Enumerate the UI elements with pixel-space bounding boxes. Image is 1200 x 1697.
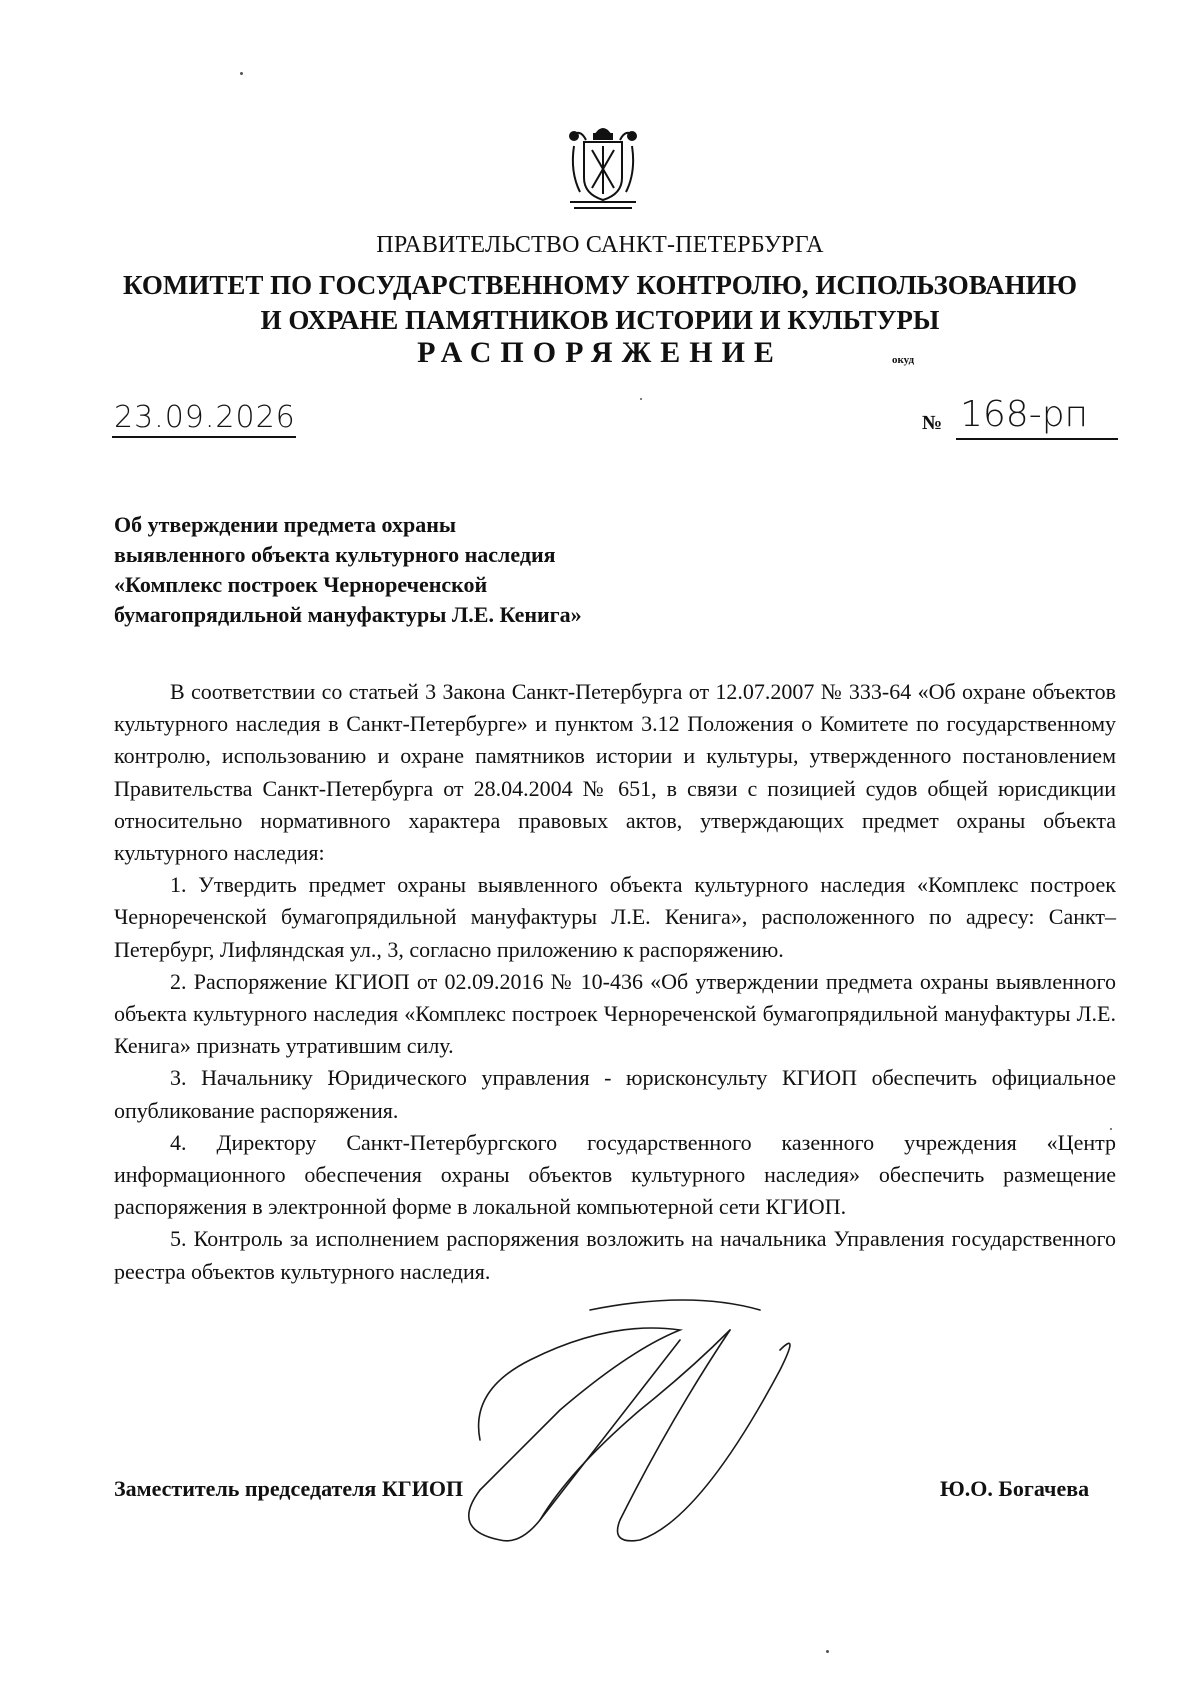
preamble-paragraph: В соответствии со статьей 3 Закона Санкт-Петербурга от 12.07.2007 № 333-64 «Об охране объектов культурного наследия в Санкт-Петербурге» и пунктом 3.12 Положения о Комитете по государственному контролю, использованию и охране памятников истории и культуры, утвержденного постановлением Правительства Санкт-Петербурга от 28.04.2004 № 651, в связи с позицией судов общей юрисдикции относительно нормативного характера правовых актов, утверждающих предмет охраны объекта культурного наследия:	[114, 679, 1116, 866]
title-line4: бумагопрядильной мануфактуры Л.Е. Кенига»	[114, 602, 582, 627]
document-type: РАСПОРЯЖЕНИЕ	[417, 336, 783, 369]
scan-speck	[826, 1650, 829, 1653]
coat-of-arms-icon	[566, 122, 640, 214]
okud-label: окуд	[892, 354, 915, 366]
government-name: ПРАВИТЕЛЬСТВО САНКТ-ПЕТЕРБУРГА	[376, 232, 824, 258]
document-number: 168-рп	[960, 394, 1089, 435]
clause-3: 3. Начальнику Юридического управления - юрисконсульту КГИОП обеспечить официальное опубликование распоряжения.	[114, 1065, 1116, 1123]
number-sign: №	[922, 412, 943, 434]
clause-2: 2. Распоряжение КГИОП от 02.09.2016 № 10-436 «Об утверждении предмета охраны выявленного объекта культурного наследия «Комплекс построек Чернореченской бумагопрядильной мануфактуры Л.Е. Кенига» признать утратившим силу.	[114, 968, 1116, 1059]
committee-name	[0, 268, 1200, 338]
document-body	[114, 676, 1116, 1288]
document-title	[114, 510, 582, 630]
signatory-position: Заместитель председателя КГИОП	[114, 1476, 464, 1501]
document-date: 23.09.2026	[114, 400, 296, 435]
number-underline	[956, 438, 1118, 440]
scan-speck	[1110, 1128, 1112, 1130]
committee-name-line2: И ОХРАНЕ ПАМЯТНИКОВ ИСТОРИИ И КУЛЬТУРЫ	[260, 305, 940, 335]
clause-4: 4. Директору Санкт-Петербургского государственного казенного учреждения «Центр информационного обеспечения охраны объектов культурного наследия» обеспечить размещение распоряжения в электронной форме в локальной компьютерной сети КГИОП.	[114, 1129, 1116, 1220]
date-underline	[112, 436, 296, 438]
clause-5: 5. Контроль за исполнением распоряжения возложить на начальника Управления государственного реестра объектов культурного наследия.	[114, 1226, 1116, 1284]
title-line2: выявленного объекта культурного наследия	[114, 542, 556, 567]
signatory-name: Ю.О. Богачева	[940, 1476, 1090, 1501]
clause-1: 1. Утвердить предмет охраны выявленного объекта культурного наследия «Комплекс построек Чернореченской бумагопрядильной мануфактуры Л.Е. Кенига», расположенного по адресу: Санкт–Петербург, Лифляндская ул., 3, согласно приложению к распоряжению.	[114, 872, 1116, 962]
committee-name-line1: КОМИТЕТ ПО ГОСУДАРСТВЕННОМУ КОНТРОЛЮ, ИСПОЛЬЗОВАНИЮ	[123, 270, 1077, 300]
scan-speck	[640, 398, 642, 400]
scan-speck	[240, 72, 243, 75]
title-line1: Об утверждении предмета охраны	[114, 512, 457, 537]
title-line3: «Комплекс построек Чернореченской	[114, 572, 488, 597]
handwritten-signature	[440, 1290, 860, 1570]
